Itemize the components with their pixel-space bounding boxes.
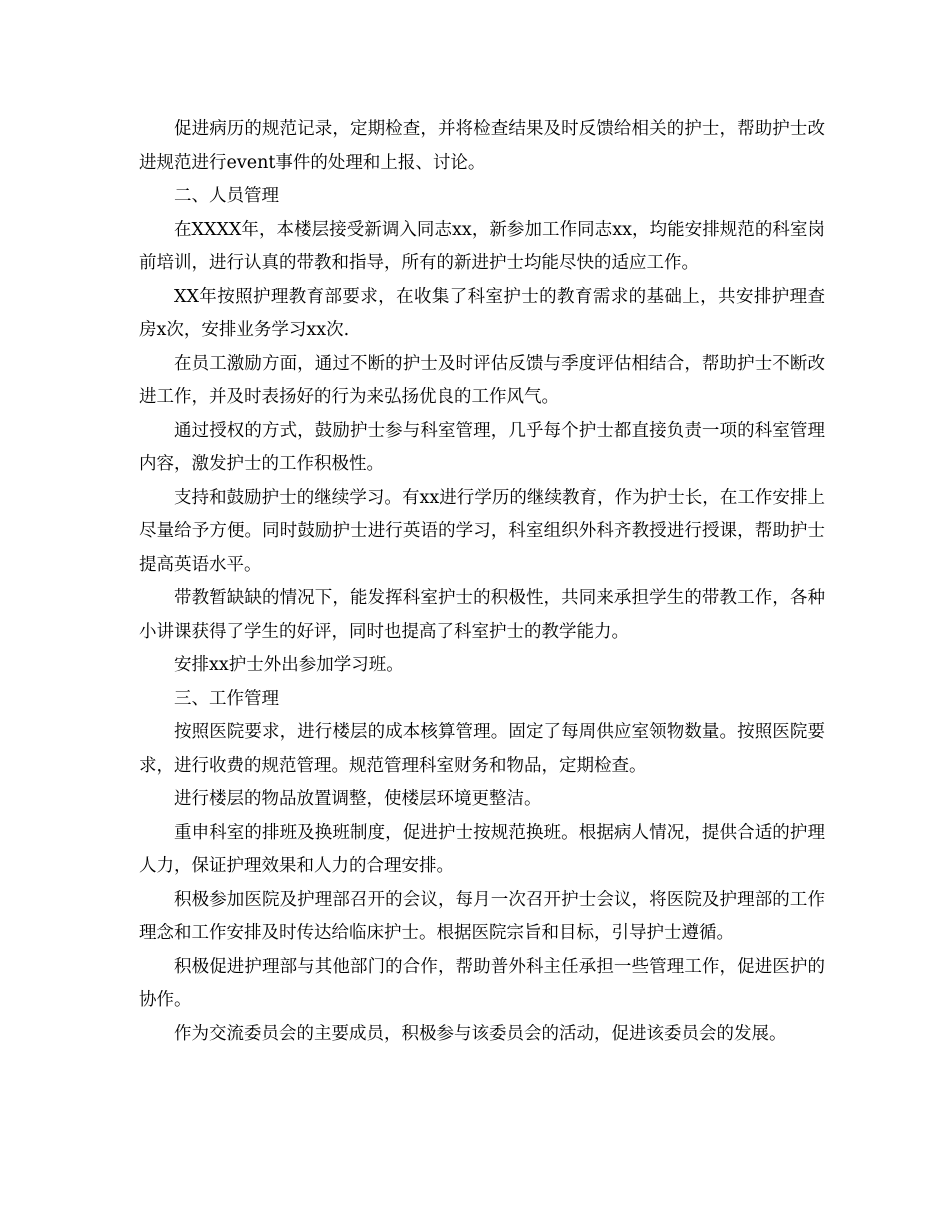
paragraph: 促进病历的规范记录，定期检查，并将检查结果及时反馈给相关的护士，帮助护士改进规范进行event事件的处理和上报、讨论。 xyxy=(139,119,825,173)
paragraph: 安排xx护士外出参加学习班。 xyxy=(174,655,404,675)
paragraph: 积极促进护理部与其他部门的合作，帮助普外科主任承担一些管理工作，促进医护的协作。 xyxy=(139,956,825,1010)
paragraph: XX年按照护理教育部要求，在收集了科室护士的教育需求的基础上，共安排护理查房x次，安排业务学习xx次. xyxy=(139,286,825,340)
paragraph: 重申科室的排班及换班制度，促进护士按规范换班。根据病人情况，提供合适的护理人力，保证护理效果和人力的合理安排。 xyxy=(139,822,825,876)
section-heading: 二、人员管理 xyxy=(174,186,279,206)
paragraph: 支持和鼓励护士的继续学习。有xx进行学历的继续教育，作为护士长，在工作安排上尽量给予方便。同时鼓励护士进行英语的学习，科室组织外科齐教授进行授课，帮助护士提高英语水平。 xyxy=(139,487,825,575)
paragraph: 在XXXX年，本楼层接受新调入同志xx，新参加工作同志xx，均能安排规范的科室岗前培训，进行认真的带教和指导，所有的新进护士均能尽快的适应工作。 xyxy=(139,219,825,273)
document-body xyxy=(139,113,825,1051)
paragraph: 带教暂缺缺的情况下，能发挥科室护士的积极性，共同来承担学生的带教工作，各种小讲课获得了学生的好评，同时也提高了科室护士的教学能力。 xyxy=(139,588,825,642)
paragraph: 按照医院要求，进行楼层的成本核算管理。固定了每周供应室领物数量。按照医院要求，进行收费的规范管理。规范管理科室财务和物品，定期检查。 xyxy=(139,722,825,776)
paragraph: 积极参加医院及护理部召开的会议，每月一次召开护士会议，将医院及护理部的工作理念和工作安排及时传达给临床护士。根据医院宗旨和目标，引导护士遵循。 xyxy=(139,889,825,943)
paragraph: 在员工激励方面，通过不断的护士及时评估反馈与季度评估相结合，帮助护士不断改进工作，并及时表扬好的行为来弘扬优良的工作风气。 xyxy=(139,353,825,407)
paragraph: 通过授权的方式，鼓励护士参与科室管理，几乎每个护士都直接负责一项的科室管理内容，激发护士的工作积极性。 xyxy=(139,420,825,474)
section-heading: 三、工作管理 xyxy=(174,688,279,709)
paragraph: 作为交流委员会的主要成员，积极参与该委员会的活动，促进该委员会的发展。 xyxy=(174,1023,787,1044)
paragraph: 进行楼层的物品放置调整，使楼层环境更整洁。 xyxy=(174,789,542,809)
